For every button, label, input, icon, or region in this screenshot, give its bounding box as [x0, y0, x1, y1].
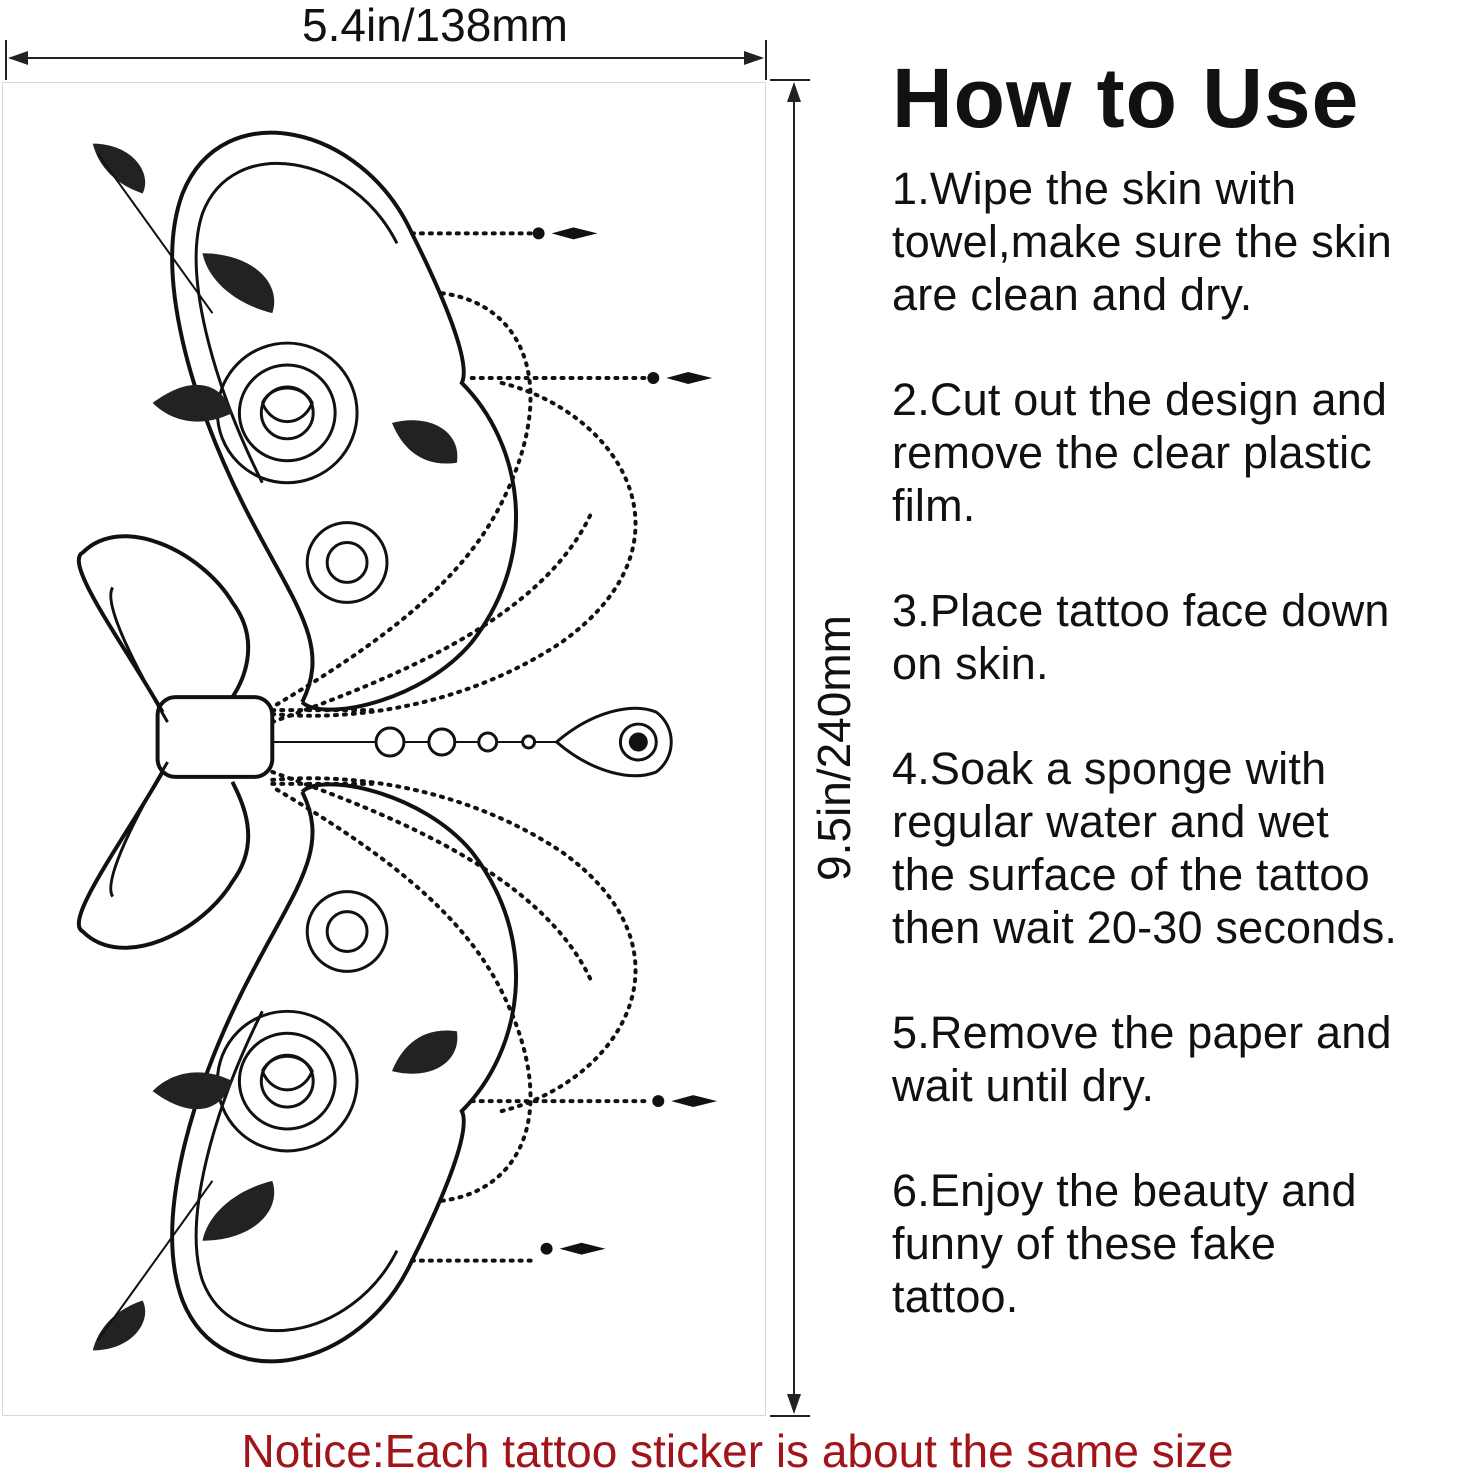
step-6: 6.Enjoy the beauty and funny of these fake tattoo.	[892, 1165, 1357, 1322]
step-1: 1.Wipe the skin with towel,make sure the skin are clean and dry.	[892, 163, 1393, 320]
tattoo-artwork-panel	[2, 82, 766, 1416]
instruction-steps	[892, 162, 1475, 1375]
step-4: 4.Soak a sponge with regular water and wet the surface of the tattoo then wait 20-30 seconds.	[892, 743, 1398, 953]
width-dimension-arrow	[4, 40, 768, 80]
step-2: 2.Cut out the design and remove the clear plastic film.	[892, 374, 1388, 531]
step-3: 3.Place tattoo face down on skin.	[892, 585, 1390, 689]
rose-bow-tattoo-icon	[3, 83, 765, 1415]
step-5: 5.Remove the paper and wait until dry.	[892, 1007, 1392, 1111]
size-notice: Notice:Each tattoo sticker is about the same size	[241, 1425, 1234, 1477]
how-to-use-title: How to Use	[892, 51, 1360, 145]
width-dimension-label: 5.4in/138mm	[302, 0, 568, 51]
